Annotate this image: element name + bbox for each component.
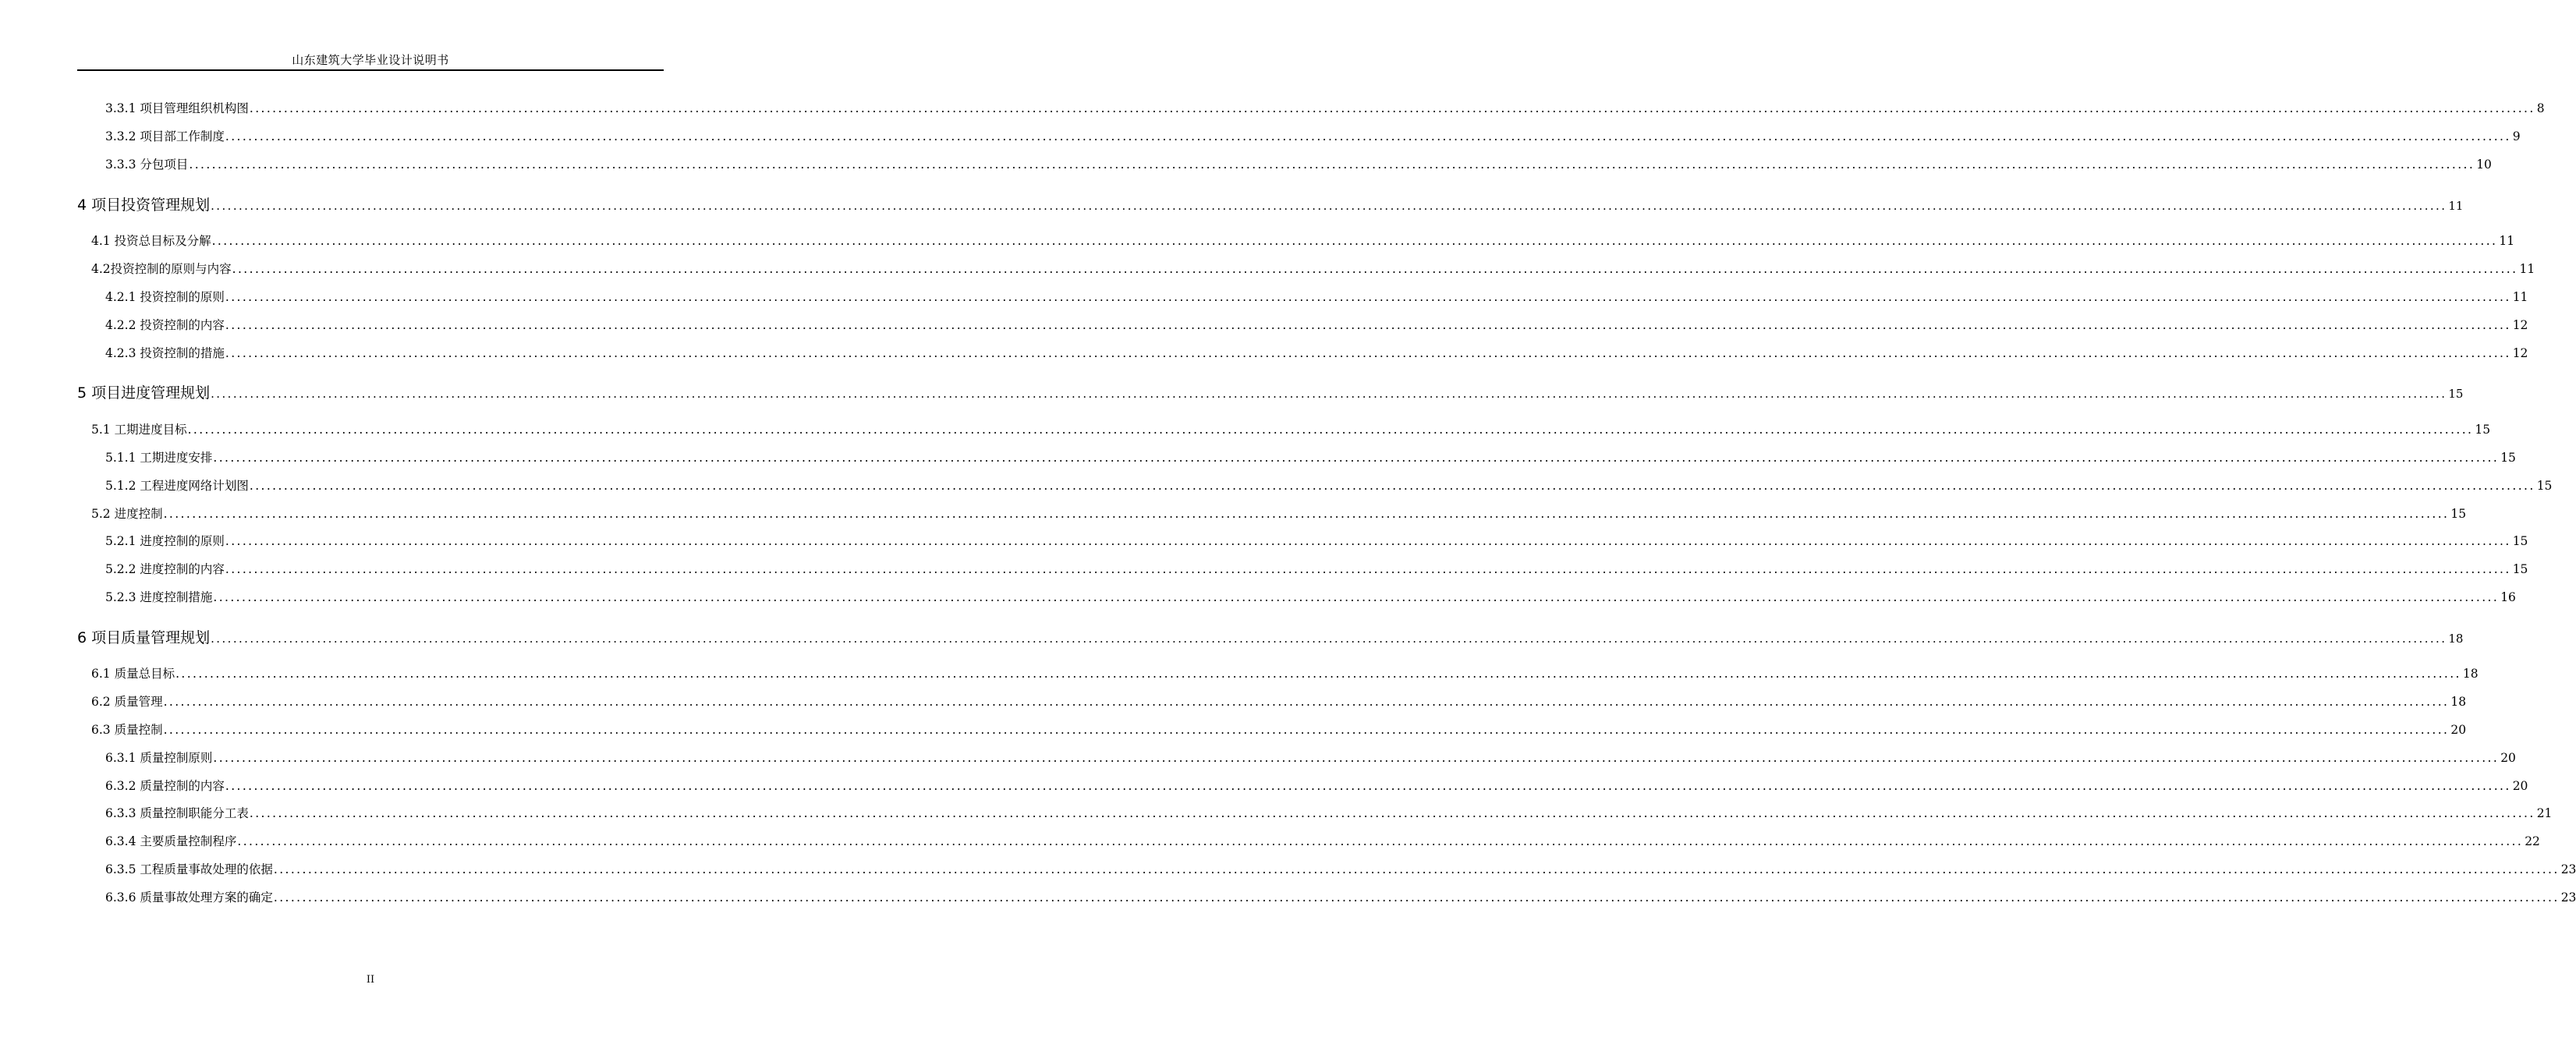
toc-entry-page-number: 9 — [2512, 129, 2521, 143]
toc-dot-leader: ................................................................................................................................................................................................................................................................................................................................................................................................................ — [249, 479, 2535, 493]
toc-entry-label: 4.2.2 投资控制的内容 — [105, 318, 225, 332]
toc-dot-leader: ................................................................................................................................................................................................................................................................................................................................................................................................................ — [163, 695, 2450, 709]
toc-entry-page-number: 15 — [2475, 423, 2491, 437]
toc-entry[interactable] — [105, 560, 2528, 577]
running-header-title: 山东建筑大学毕业设计说明书 — [292, 53, 449, 67]
toc-entry-label: 5.2.1 进度控制的原则 — [105, 534, 225, 548]
toc-entry-page-number: 10 — [2476, 158, 2492, 172]
toc-entry[interactable] — [91, 505, 2467, 522]
toc-entry-label: 3.3.1 项目管理组织机构图 — [105, 101, 249, 115]
toc-dot-leader: ................................................................................................................................................................................................................................................................................................................................................................................................................ — [175, 667, 2461, 681]
toc-entry[interactable] — [105, 588, 2516, 605]
toc-dot-leader: ................................................................................................................................................................................................................................................................................................................................................................................................................ — [187, 423, 2474, 437]
toc-entry[interactable] — [91, 720, 2467, 738]
toc-entry-label: 4.2.3 投资控制的措施 — [105, 346, 225, 360]
toc-entry[interactable] — [91, 664, 2479, 682]
toc-dot-leader: ................................................................................................................................................................................................................................................................................................................................................................................................................ — [225, 290, 2511, 304]
page-number: II — [366, 974, 375, 986]
toc-dot-leader: ................................................................................................................................................................................................................................................................................................................................................................................................................ — [225, 779, 2511, 793]
toc-entry-page-number: 18 — [2448, 632, 2464, 646]
toc-entry-page-number: 18 — [2462, 667, 2479, 681]
toc-entry[interactable] — [105, 804, 2553, 821]
toc-entry-label: 6.3.1 质量控制原则 — [105, 751, 213, 765]
toc-entry-label: 6 项目质量管理规划 — [77, 629, 211, 646]
toc-dot-leader: ................................................................................................................................................................................................................................................................................................................................................................................................................ — [213, 590, 2500, 604]
toc-dot-leader: ................................................................................................................................................................................................................................................................................................................................................................................................................ — [237, 834, 2524, 848]
toc-entry[interactable] — [105, 99, 2545, 116]
toc-entry[interactable] — [77, 626, 2464, 647]
toc-entry-page-number: 18 — [2450, 695, 2467, 709]
toc-entry[interactable] — [91, 692, 2467, 710]
toc-entry[interactable] — [105, 832, 2540, 849]
toc-dot-leader: ................................................................................................................................................................................................................................................................................................................................................................................................................ — [189, 158, 2475, 172]
toc-entry-page-number: 11 — [2512, 290, 2528, 304]
toc-dot-leader: ................................................................................................................................................................................................................................................................................................................................................................................................................ — [225, 562, 2511, 576]
toc-dot-leader: ................................................................................................................................................................................................................................................................................................................................................................................................................ — [225, 534, 2511, 548]
toc-dot-leader: ................................................................................................................................................................................................................................................................................................................................................................................................................ — [249, 101, 2535, 115]
toc-entry-label: 4.2投资控制的原则与内容 — [91, 262, 232, 276]
toc-entry-page-number: 22 — [2525, 834, 2540, 848]
toc-entry-label: 5.1.1 工期进度安排 — [105, 451, 213, 465]
toc-entry-page-number: 12 — [2512, 346, 2528, 360]
toc-entry-page-number: 23 — [2560, 862, 2576, 876]
toc-entry-page-number: 20 — [2450, 723, 2467, 737]
toc-entry-label: 6.2 质量管理 — [91, 695, 163, 709]
toc-entry-page-number: 23 — [2560, 890, 2576, 905]
toc-entry[interactable] — [105, 288, 2528, 305]
toc-dot-leader: ................................................................................................................................................................................................................................................................................................................................................................................................................ — [273, 890, 2560, 905]
toc-entry-page-number: 8 — [2536, 101, 2545, 115]
toc-entry-page-number: 15 — [2500, 451, 2516, 465]
toc-entry[interactable] — [77, 193, 2464, 214]
toc-dot-leader: ................................................................................................................................................................................................................................................................................................................................................................................................................ — [211, 632, 2447, 646]
toc-entry[interactable] — [105, 476, 2553, 494]
toc-entry[interactable] — [105, 448, 2516, 466]
toc-entry[interactable] — [105, 344, 2528, 361]
toc-dot-leader: ................................................................................................................................................................................................................................................................................................................................................................................................................ — [249, 806, 2535, 820]
toc-entry-page-number: 20 — [2512, 779, 2528, 793]
toc-entry-page-number: 12 — [2512, 318, 2528, 332]
toc-entry-page-number: 11 — [2499, 234, 2515, 248]
toc-dot-leader: ................................................................................................................................................................................................................................................................................................................................................................................................................ — [163, 723, 2450, 737]
toc-entry-label: 5.2 进度控制 — [91, 507, 163, 521]
toc-entry-page-number: 15 — [2450, 507, 2467, 521]
toc-dot-leader: ................................................................................................................................................................................................................................................................................................................................................................................................................ — [273, 862, 2560, 876]
toc-entry[interactable] — [91, 420, 2491, 437]
toc-entry-page-number: 15 — [2536, 479, 2553, 493]
toc-entry-label: 5.1 工期进度目标 — [91, 423, 187, 437]
toc-entry-page-number: 11 — [2448, 199, 2464, 213]
toc-entry[interactable] — [105, 749, 2516, 766]
toc-entry-label: 5.2.3 进度控制措施 — [105, 590, 213, 604]
toc-entry[interactable] — [105, 127, 2521, 144]
toc-entry[interactable] — [91, 260, 2535, 277]
toc-entry[interactable] — [105, 316, 2528, 333]
toc-entry-label: 6.3.5 工程质量事故处理的依据 — [105, 862, 273, 876]
toc-entry[interactable] — [105, 860, 2576, 877]
toc-entry[interactable] — [105, 777, 2528, 794]
toc-entry-label: 5 项目进度管理规划 — [77, 384, 211, 402]
toc-dot-leader: ................................................................................................................................................................................................................................................................................................................................................................................................................ — [163, 507, 2450, 521]
toc-entry[interactable] — [105, 888, 2576, 905]
toc-entry-label: 3.3.2 项目部工作制度 — [105, 129, 225, 143]
toc-entry-page-number: 16 — [2500, 590, 2516, 604]
toc-entry-label: 4.2.1 投资控制的原则 — [105, 290, 225, 304]
toc-entry-label: 6.3.6 质量事故处理方案的确定 — [105, 890, 273, 905]
toc-entry-label: 6.3 质量控制 — [91, 723, 163, 737]
toc-entry-page-number: 15 — [2512, 534, 2528, 548]
toc-entry[interactable] — [105, 155, 2492, 172]
toc-entry-page-number: 15 — [2512, 562, 2528, 576]
toc-dot-leader: ................................................................................................................................................................................................................................................................................................................................................................................................................ — [225, 346, 2511, 360]
toc-entry-label: 3.3.3 分包项目 — [105, 158, 189, 172]
toc-dot-leader: ................................................................................................................................................................................................................................................................................................................................................................................................................ — [225, 318, 2511, 332]
toc-entry-page-number: 21 — [2536, 806, 2553, 820]
toc-entry[interactable] — [105, 532, 2528, 549]
toc-dot-leader: ................................................................................................................................................................................................................................................................................................................................................................................................................ — [211, 234, 2498, 248]
toc-entry-label: 6.3.2 质量控制的内容 — [105, 779, 225, 793]
toc-entry-label: 5.2.2 进度控制的内容 — [105, 562, 225, 576]
toc-entry-page-number: 11 — [2519, 262, 2535, 276]
toc-dot-leader: ................................................................................................................................................................................................................................................................................................................................................................................................................ — [213, 451, 2500, 465]
toc-dot-leader: ................................................................................................................................................................................................................................................................................................................................................................................................................ — [213, 751, 2500, 765]
toc-entry-label: 6.3.4 主要质量控制程序 — [105, 834, 237, 848]
toc-entry-page-number: 20 — [2500, 751, 2516, 765]
toc-entry-label: 6.1 质量总目标 — [91, 667, 175, 681]
toc-dot-leader: ................................................................................................................................................................................................................................................................................................................................................................................................................ — [232, 262, 2518, 276]
toc-entry-label: 5.1.2 工程进度网络计划图 — [105, 479, 249, 493]
toc-entry-label: 4.1 投资总目标及分解 — [91, 234, 211, 248]
toc-entry[interactable] — [77, 381, 2464, 402]
toc-dot-leader: ................................................................................................................................................................................................................................................................................................................................................................................................................ — [211, 199, 2447, 213]
toc-entry[interactable] — [91, 232, 2515, 249]
toc-entry-label: 6.3.3 质量控制职能分工表 — [105, 806, 249, 820]
toc-dot-leader: ................................................................................................................................................................................................................................................................................................................................................................................................................ — [211, 387, 2447, 401]
toc-entry-label: 4 项目投资管理规划 — [77, 196, 211, 214]
toc-entry-page-number: 15 — [2448, 387, 2464, 401]
toc-dot-leader: ................................................................................................................................................................................................................................................................................................................................................................................................................ — [225, 129, 2511, 143]
